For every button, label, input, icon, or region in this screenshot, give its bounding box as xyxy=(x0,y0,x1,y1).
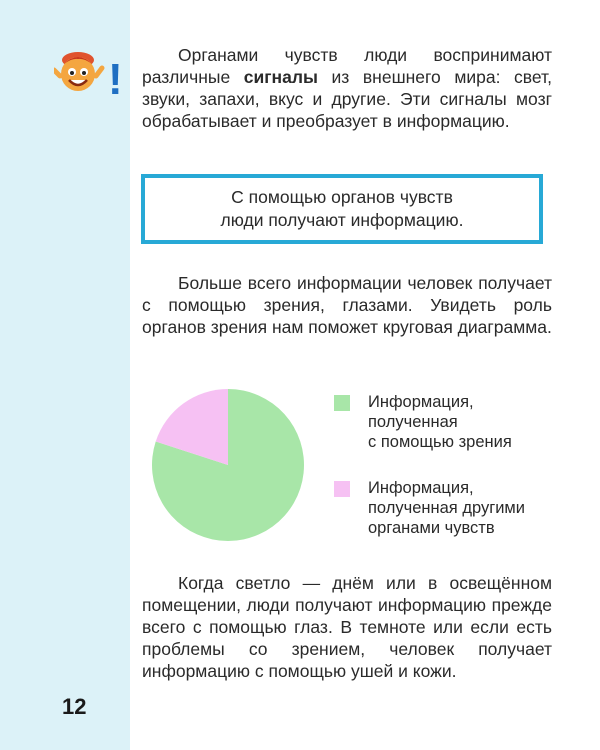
paragraph-3-text: Когда светло — днём или в освещённом помещении, люди получают информацию прежде всего с помощью глаз. В темноте или если есть проблемы со зрением, человек получает информацию с помощью ушей и кожи. xyxy=(142,573,552,681)
key-idea-line-1: С помощью органов чувств xyxy=(231,187,453,207)
legend-vision-line-2: полученная xyxy=(368,413,458,431)
paragraph-1-end: из внешнего мира: свет, звуки, запахи, вкус и другие. Эти сигналы мозг обрабатывает и преобразует в информацию. xyxy=(142,67,552,131)
legend-other-line-1: Информация, xyxy=(368,479,474,497)
key-idea-box xyxy=(141,174,543,244)
paragraph-1 xyxy=(142,44,552,132)
legend-swatch-vision xyxy=(334,395,350,411)
legend-vision-line-3: с помощью зрения xyxy=(368,433,512,451)
legend-other-line-2: полученная другими xyxy=(368,499,525,517)
pie-chart xyxy=(148,385,308,545)
mascot-icon xyxy=(54,46,124,106)
legend-swatch-other xyxy=(334,481,350,497)
paragraph-3 xyxy=(142,572,552,682)
page-margin-strip xyxy=(0,0,130,750)
paragraph-2-text: Больше всего информации человек получает с помощью зрения, глазами. Увидеть роль органов зрения нам поможет круговая диаграмма. xyxy=(142,273,552,337)
paragraph-1-start: Органами чувств люди воспринимают различные xyxy=(142,45,552,87)
paragraph-2 xyxy=(142,272,552,338)
key-idea-line-2: люди получают информацию. xyxy=(220,210,464,230)
paragraph-1-bold-term: сигналы xyxy=(243,67,318,87)
legend-other-line-3: органами чувств xyxy=(368,519,495,537)
legend-vision-line-1: Информация, xyxy=(368,393,474,411)
exclamation-mark: ! xyxy=(108,55,123,104)
page-number: 12 xyxy=(62,694,87,719)
